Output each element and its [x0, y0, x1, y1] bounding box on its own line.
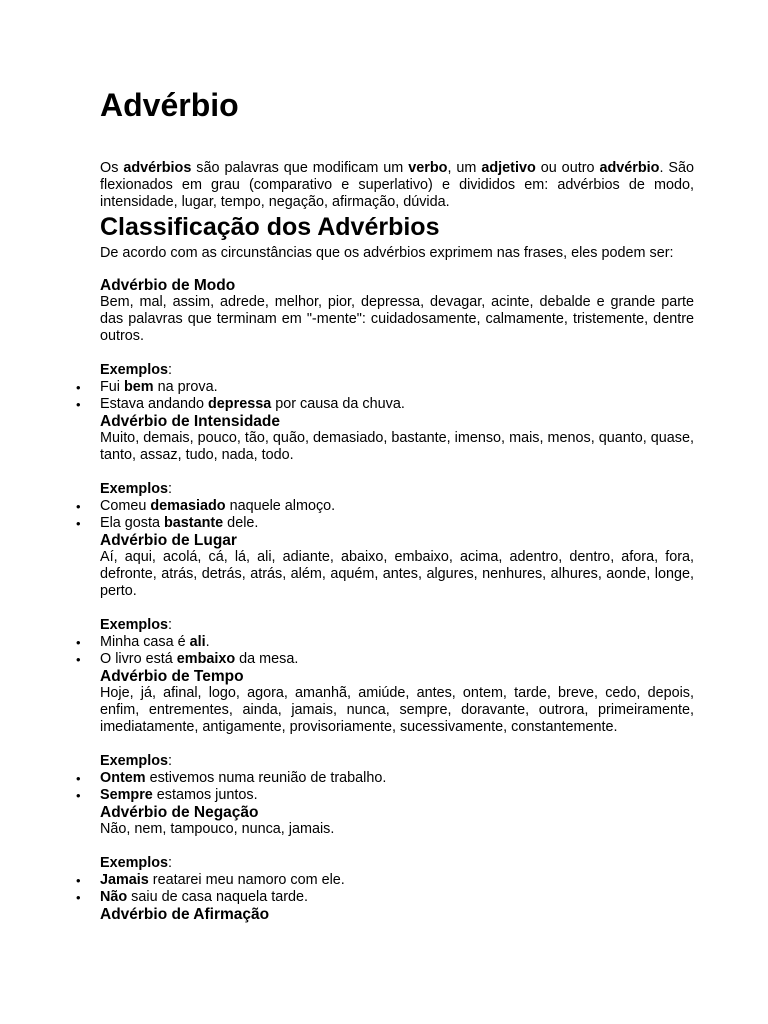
section-heading: Advérbio de Negação [100, 804, 259, 821]
example-item: • Comeu demasiado naquele almoço. [100, 498, 694, 515]
bold-term: Sempre [100, 787, 153, 803]
section-text: Aí, aqui, acolá, cá, lá, ali, adiante, abaixo, embaixo, acima, adentro, dentro, afora, fora, defronte, atrás, detrás, atrás, além, aquém, antes, algures, nenhures, alhures, aonde, longe, perto. [100, 549, 694, 599]
bold-term: embaixo [176, 651, 236, 667]
examples-label: Exemplos: [100, 481, 172, 497]
section-heading: Advérbio de Tempo [100, 668, 244, 685]
bold-term: adjetivo [481, 160, 536, 176]
adverb-section [100, 804, 694, 906]
bold-term: verbo [408, 160, 448, 176]
example-item: • Sempre estamos juntos. [100, 787, 694, 804]
bold-term: Jamais [100, 872, 149, 888]
section-heading: Advérbio de Lugar [100, 532, 237, 549]
section-heading: Advérbio de Modo [100, 277, 236, 294]
examples-label: Exemplos: [100, 855, 172, 871]
example-item: • O livro está embaixo da mesa. [100, 651, 694, 668]
examples-list [100, 379, 694, 413]
examples-label: Exemplos: [100, 617, 172, 633]
section-text: Não, nem, tampouco, nunca, jamais. [100, 821, 335, 837]
bold-term: ali [189, 634, 206, 650]
bold-term: bastante [164, 515, 224, 531]
adverb-section [100, 668, 694, 804]
example-item: • Estava andando depressa por causa da chuva. [100, 396, 694, 413]
classification-heading: Classificação dos Advérbios [100, 213, 440, 241]
sections-container [100, 277, 694, 923]
section-text: Muito, demais, pouco, tão, quão, demasiado, bastante, imenso, mais, menos, quanto, quase, tanto, assaz, tudo, nada, todo. [100, 430, 694, 463]
classification-text: De acordo com as circunstâncias que os advérbios exprimem nas frases, eles podem ser: [100, 245, 674, 261]
example-item: • Fui bem na prova. [100, 379, 694, 396]
examples-list [100, 634, 694, 668]
document-page [100, 84, 694, 923]
adverb-section [100, 277, 694, 413]
example-item: • Minha casa é ali. [100, 634, 694, 651]
section-text: Hoje, já, afinal, logo, agora, amanhã, amiúde, antes, ontem, tarde, breve, cedo, depois, enfim, entrementes, ainda, jamais, nunca, sempre, doravante, outrora, primeiramente, imediatamente, antigamente, provisoriamente, sucessivamente, constantemente. [100, 685, 694, 735]
examples-list [100, 498, 694, 532]
adverb-section [100, 906, 694, 923]
example-item: • Ontem estivemos numa reunião de trabalho. [100, 770, 694, 787]
examples-list [100, 770, 694, 804]
adverb-section [100, 532, 694, 668]
examples-label: Exemplos: [100, 753, 172, 769]
bold-term: bem [124, 379, 154, 395]
examples-label: Exemplos: [100, 362, 172, 378]
bold-term: Ontem [100, 770, 146, 786]
example-item: • Jamais reatarei meu namoro com ele. [100, 872, 694, 889]
bold-term: demasiado [150, 498, 226, 514]
bold-term: advérbio [599, 160, 660, 176]
section-heading: Advérbio de Intensidade [100, 413, 281, 430]
example-item: • Não saiu de casa naquela tarde. [100, 889, 694, 906]
examples-list [100, 872, 694, 906]
page-title: Advérbio [100, 87, 239, 123]
bold-term: depressa [208, 396, 272, 412]
section-text: Bem, mal, assim, adrede, melhor, pior, depressa, devagar, acinte, debalde e grande parte das palavras que terminam em "-mente": cuidadosamente, calmamente, tristemente, dentre outros. [100, 294, 694, 344]
example-item: • Ela gosta bastante dele. [100, 515, 694, 532]
intro-paragraph: Os advérbios são palavras que modificam um verbo, um adjetivo ou outro advérbio. São flexionados em grau (comparativo e superlativo) e divididos em: advérbios de modo, intensidade, lugar, tempo, negação, afirmação, dúvida. [100, 160, 694, 210]
bold-term: Não [100, 889, 128, 905]
adverb-section [100, 413, 694, 532]
bold-term: advérbios [123, 160, 192, 176]
section-heading: Advérbio de Afirmação [100, 906, 270, 923]
